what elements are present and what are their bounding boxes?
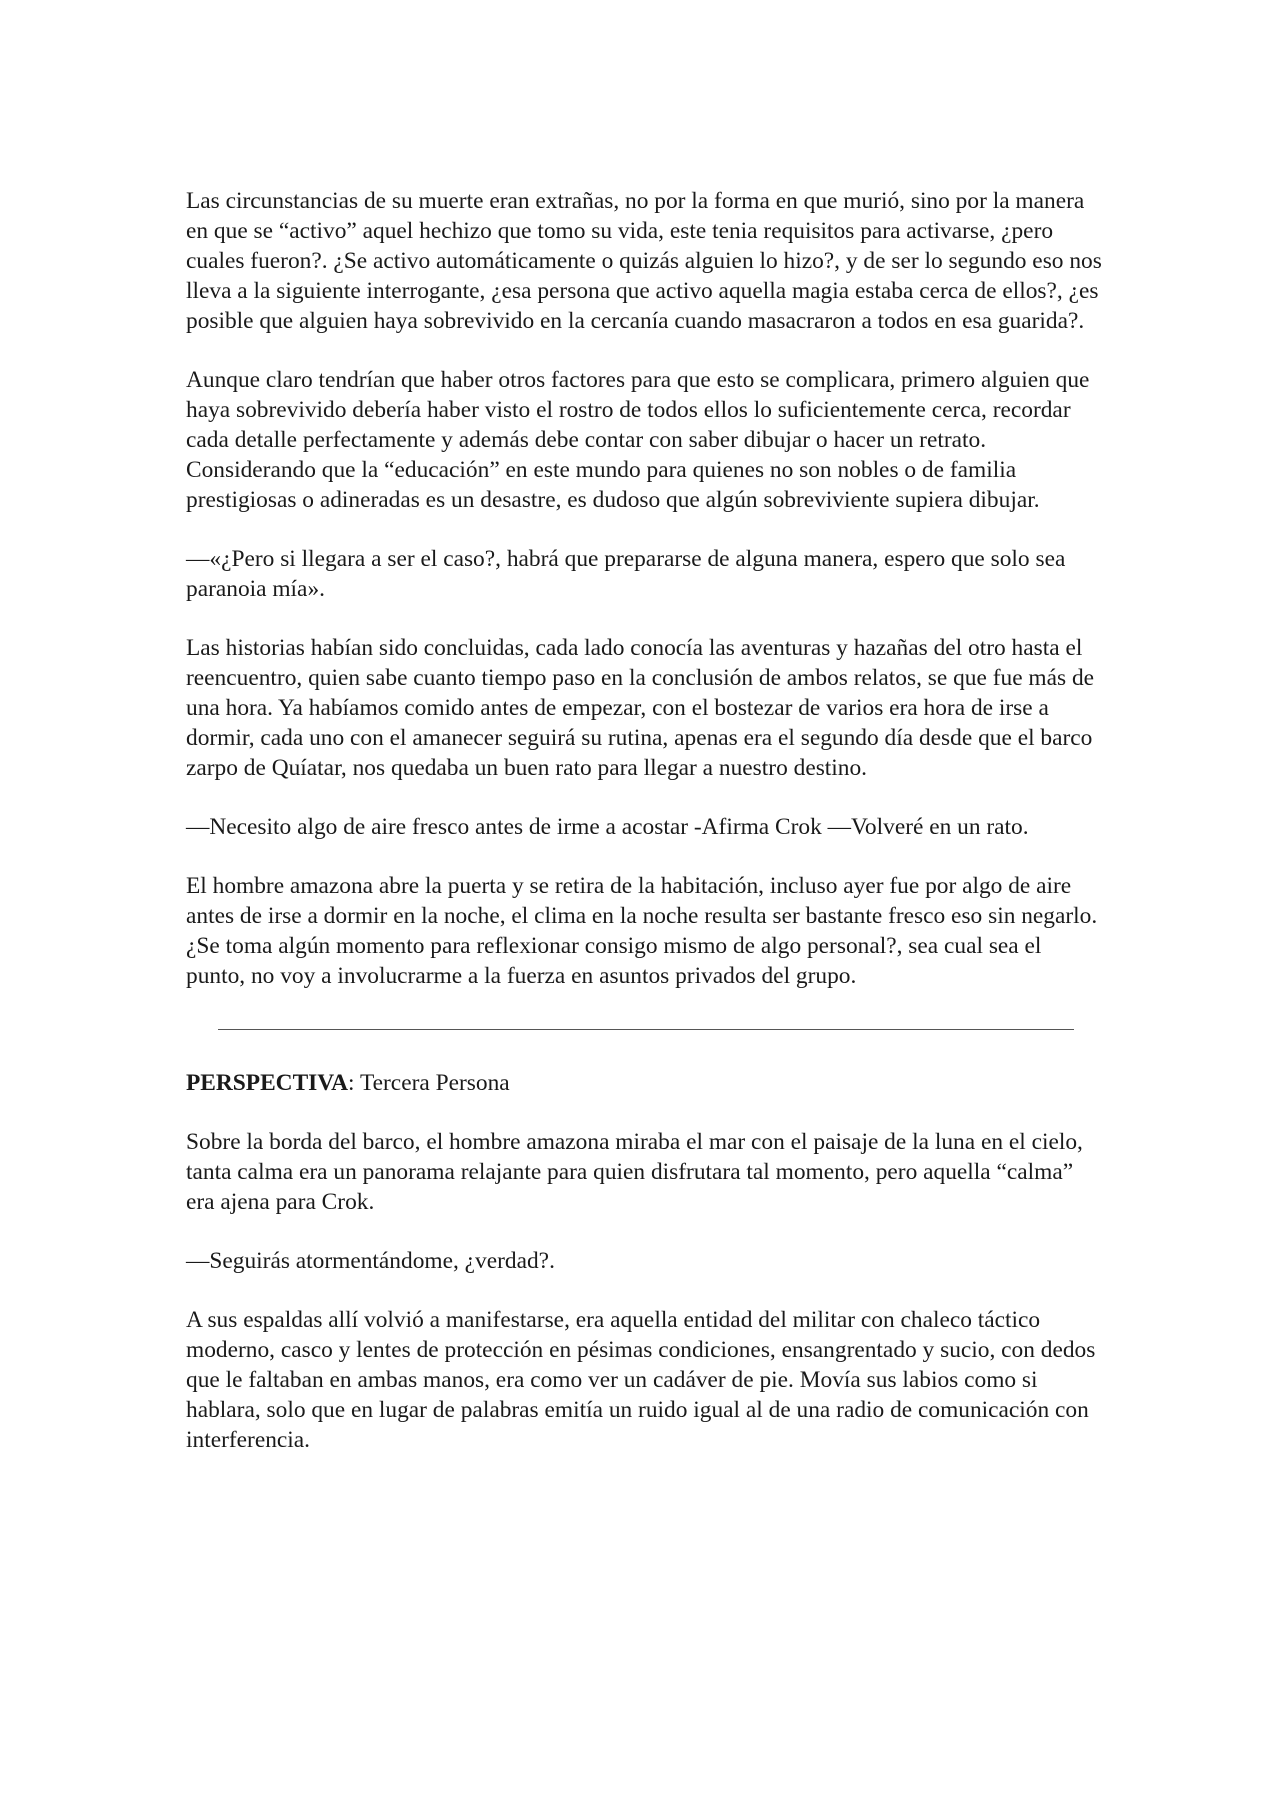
perspective-separator: : — [348, 1070, 360, 1096]
paragraph-2: Aunque claro tendrían que haber otros factores para que esto se complicara, primero alguien que haya sobrevivido debería haber visto el rostro de todos ellos lo suficientemente cerca, recordar cada detalle perfectamente y además debe contar con saber dibujar o hacer un retrato. Considerando que la “educación” en este mundo para quienes no son nobles o de familia prestigiosas o adineradas es un desastre, es dudoso que algún sobreviviente supiera dibujar. — [186, 367, 1090, 513]
paragraph-5: —Necesito algo de aire fresco antes de irme a acostar -Afirma Crok —Volveré en un rato. — [186, 814, 1029, 840]
perspective-value: Tercera Persona — [359, 1070, 510, 1096]
section-divider — [218, 1029, 1074, 1030]
paragraph-3: —«¿Pero si llegara a ser el caso?, habrá que prepararse de alguna manera, espero que solo sea paranoia mía». — [186, 546, 1066, 602]
perspective-label: PERSPECTIVA — [186, 1070, 349, 1096]
document-page — [186, 186, 1106, 1484]
paragraph-8: —Seguirás atormentándome, ¿verdad?. — [186, 1248, 555, 1274]
paragraph-1: Las circunstancias de su muerte eran extrañas, no por la forma en que murió, sino por la manera en que se “activo” aquel hechizo que tomo su vida, este tenia requisitos para activarse, ¿pero cuales fueron?. ¿Se activo automáticamente o quizás alguien lo hizo?, y de ser lo segundo eso nos lleva a la siguiente interrogante, ¿esa persona que activo aquella magia estaba cerca de ellos?, ¿es posible que alguien haya sobrevivido en la cercanía cuando masacraron a todos en esa guarida?. — [186, 188, 1102, 334]
paragraph-6: El hombre amazona abre la puerta y se retira de la habitación, incluso ayer fue por algo de aire antes de irse a dormir en la noche, el clima en la noche resulta ser bastante fresco eso sin negarlo. ¿Se toma algún momento para reflexionar consigo mismo de algo personal?, sea cual sea el punto, no voy a involucrarme a la fuerza en asuntos privados del grupo. — [186, 873, 1098, 989]
perspective-line — [186, 1068, 1106, 1098]
paragraph-4: Las historias habían sido concluidas, cada lado conocía las aventuras y hazañas del otro hasta el reencuentro, quien sabe cuanto tiempo paso en la conclusión de ambos relatos, se que fue más de una hora. Ya habíamos comido antes de empezar, con el bostezar de varios era hora de irse a dormir, cada uno con el amanecer seguirá su rutina, apenas era el segundo día desde que el barco zarpo de Quíatar, nos quedaba un buen rato para llegar a nuestro destino. — [186, 635, 1095, 781]
paragraph-9: A sus espaldas allí volvió a manifestarse, era aquella entidad del militar con chaleco táctico moderno, casco y lentes de protección en pésimas condiciones, ensangrentado y sucio, con dedos que le faltaban en ambas manos, era como ver un cadáver de pie. Movía sus labios como si hablara, solo que en lugar de palabras emitía un ruido igual al de una radio de comunicación con interferencia. — [186, 1307, 1096, 1453]
paragraph-7: Sobre la borda del barco, el hombre amazona miraba el mar con el paisaje de la luna en el cielo, tanta calma era un panorama relajante para quien disfrutara tal momento, pero aquella “calma” era ajena para Crok. — [186, 1129, 1083, 1215]
